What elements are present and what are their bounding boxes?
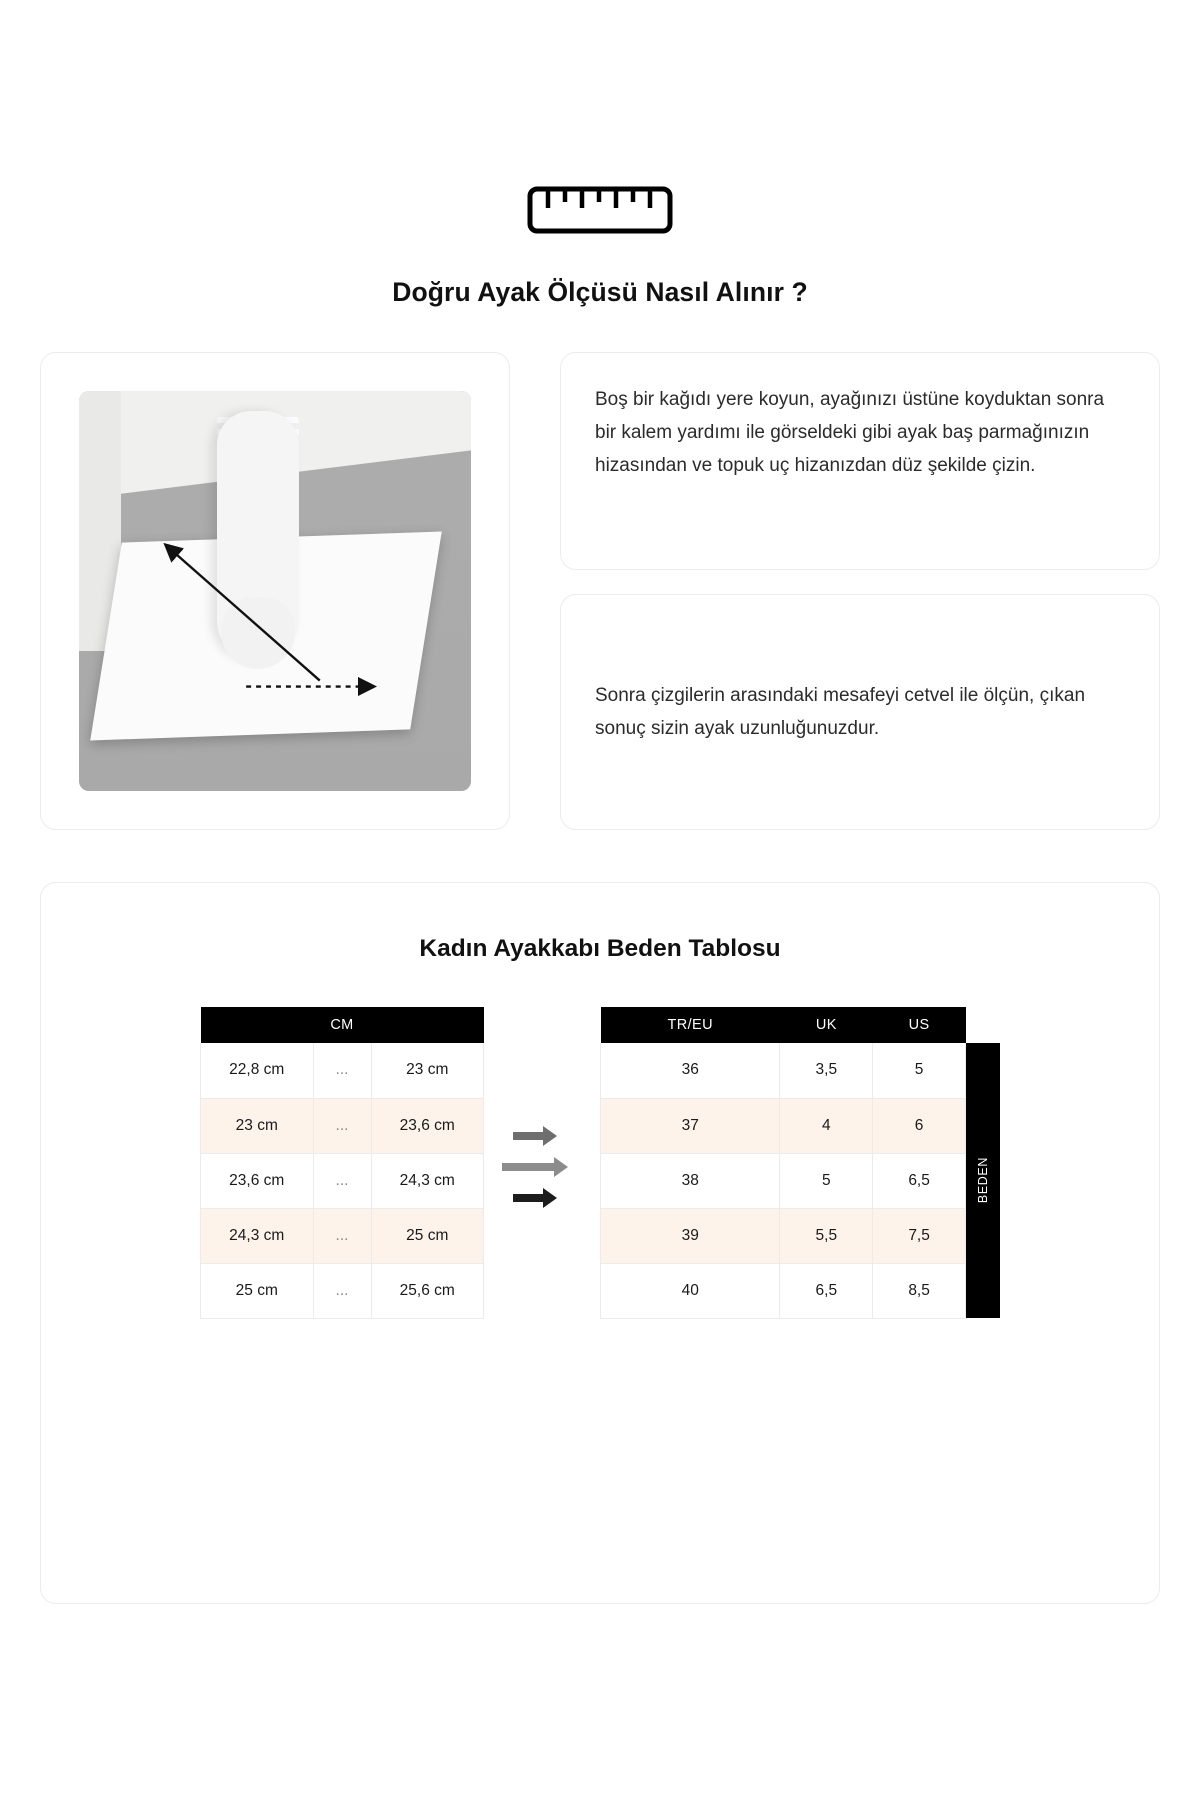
size-treu: 37: [601, 1098, 780, 1153]
cm-sep: ...: [313, 1098, 371, 1153]
size-table-card: [40, 882, 1160, 1604]
size-uk: 6,5: [780, 1263, 873, 1318]
cm-sep: ...: [313, 1263, 371, 1318]
size-us: 5: [873, 1043, 966, 1098]
instruction-step-2: Sonra çizgilerin arasındaki mesafeyi cetvel ile ölçün, çıkan sonuç sizin ayak uzunluğunuzdur.: [560, 594, 1160, 830]
size-conversion-table: [600, 1007, 966, 1319]
cm-from: 22,8 cm: [201, 1043, 314, 1098]
cm-from: 23,6 cm: [201, 1153, 314, 1208]
cm-table: [200, 1007, 484, 1319]
cm-sep: ...: [313, 1208, 371, 1263]
cm-from: 25 cm: [201, 1263, 314, 1318]
cm-to: 25 cm: [371, 1208, 484, 1263]
measure-arrow-icon: [79, 391, 471, 791]
cm-header: CM: [201, 1007, 484, 1043]
table-row: [601, 1208, 966, 1263]
table-row: [601, 1153, 966, 1208]
size-table-title: Kadın Ayakkabı Beden Tablosu: [419, 935, 781, 962]
cm-to: 25,6 cm: [371, 1263, 484, 1318]
size-us: 8,5: [873, 1263, 966, 1318]
table-row: [601, 1098, 966, 1153]
cm-to: 23 cm: [371, 1043, 484, 1098]
table-row: [201, 1153, 484, 1208]
beden-side-label: [966, 1043, 1000, 1318]
table-row: [601, 1263, 966, 1318]
size-us: 6: [873, 1098, 966, 1153]
table-row: [201, 1043, 484, 1098]
cm-to: 24,3 cm: [371, 1153, 484, 1208]
cm-sep: ...: [313, 1153, 371, 1208]
size-us: 7,5: [873, 1208, 966, 1263]
size-header-us: US: [873, 1007, 966, 1043]
size-uk: 5,5: [780, 1208, 873, 1263]
instruction-text-column: [560, 352, 1160, 830]
arrow-right-icon: [513, 1125, 571, 1147]
table-row: [201, 1208, 484, 1263]
cm-to: 23,6 cm: [371, 1098, 484, 1153]
ruler-icon: [520, 185, 680, 235]
cm-sep: ...: [313, 1043, 371, 1098]
size-us: 6,5: [873, 1153, 966, 1208]
instructions-section: [40, 352, 1160, 830]
table-row: [201, 1098, 484, 1153]
size-header-uk: UK: [780, 1007, 873, 1043]
conversion-arrows: [484, 1007, 600, 1209]
size-treu: 40: [601, 1263, 780, 1318]
size-treu: 36: [601, 1043, 780, 1098]
photo-card: [40, 352, 510, 830]
size-header-treu: TR/EU: [601, 1007, 780, 1043]
size-uk: 5: [780, 1153, 873, 1208]
tables-row: [41, 1007, 1159, 1319]
arrow-right-icon: [502, 1156, 582, 1178]
size-treu: 38: [601, 1153, 780, 1208]
size-treu: 39: [601, 1208, 780, 1263]
arrow-right-icon: [513, 1187, 571, 1209]
table-row: [201, 1263, 484, 1318]
size-uk: 4: [780, 1098, 873, 1153]
instruction-step-1: Boş bir kağıdı yere koyun, ayağınızı üstüne koyduktan sonra bir kalem yardımı ile görseldeki gibi ayak baş parmağınızın hizasından ve topuk uç hizanızdan düz şekilde çizin.: [560, 352, 1160, 570]
cm-from: 23 cm: [201, 1098, 314, 1153]
cm-from: 24,3 cm: [201, 1208, 314, 1263]
table-row: [601, 1043, 966, 1098]
beden-side-label-text: BEDEN: [976, 1157, 990, 1204]
page-title: Doğru Ayak Ölçüsü Nasıl Alınır ?: [392, 277, 808, 307]
size-uk: 3,5: [780, 1043, 873, 1098]
foot-measure-photo: [79, 391, 471, 791]
